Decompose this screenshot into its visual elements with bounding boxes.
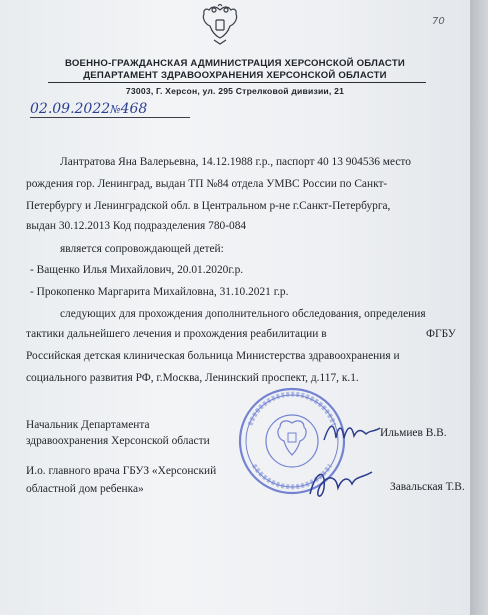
corner-note: 70 [432,16,445,27]
signer2-title-2: областной дом ребенка» [26,483,144,495]
body-line-8: Российская детская клиническая больница Министерства здравоохранения и [26,350,400,362]
org-address: 73003, Г. Херсон, ул. 295 Стрелковой дивизии, 21 [125,86,345,96]
body-line-1: Лантратова Яна Валерьевна, 14.12.1988 г.р., паспорт 40 13 904536 место [60,156,411,168]
child-item-2: - Прокопенко Маргарита Михайловна, 31.10.2021 г.р. [30,286,289,298]
signer2-title-1: И.о. главного врача ГБУЗ «Херсонский [26,465,217,477]
letter-number: 468 [120,101,148,117]
body-line-7-org: ФГБУ [426,328,456,340]
header-rule [48,82,426,83]
child-item-1: - Ващенко Илья Михайлович, 20.01.2020г.р. [30,264,244,276]
body-line-6: следующих для прохождения дополнительного обследования, определения [60,308,426,320]
outgoing-number [30,100,200,118]
signer1-name: Ильмиев В.В. [380,427,447,439]
department-name: ДЕПАРТАМЕНТ ЗДРАВООХРАНЕНИЯ ХЕРСОНСКОЙ ОБЛАСТИ [83,70,387,81]
letter-date: 02.09.2022 [30,101,111,117]
signer2-name: Завальская Т.В. [390,481,465,493]
date-underline [30,117,190,118]
page-edge [470,0,488,615]
body-line-5: является сопровождающей детей: [60,243,224,255]
body-line-3: Петербургу и Ленинградской обл. в Центральном р-не г.Санкт-Петербурга, [26,200,391,212]
number-sign: № [110,103,121,116]
body-line-9: социального развития РФ, г.Москва, Ленинский проспект, д.117, к.1. [26,372,359,384]
body-line-4: выдан 30.12.2013 Код подразделения 780-084 [26,220,247,232]
double-headed-eagle-emblem-icon [200,4,240,46]
signature-1-icon [322,418,382,453]
body-line-2: рождения гор. Ленинград, выдан ТП №84 отдела УМВС России по Санкт- [26,178,388,190]
org-name: ВОЕННО-ГРАЖДАНСКАЯ АДМИНИСТРАЦИЯ ХЕРСОНСКОЙ ОБЛАСТИ [65,58,405,69]
signature-2-icon [306,464,376,509]
body-line-7: тактики дальнейшего лечения и прохождения реабилитации в [26,328,327,340]
signer1-title-1: Начальник Департамента [26,419,150,431]
signer1-title-2: здравоохранения Херсонской области [26,435,210,447]
